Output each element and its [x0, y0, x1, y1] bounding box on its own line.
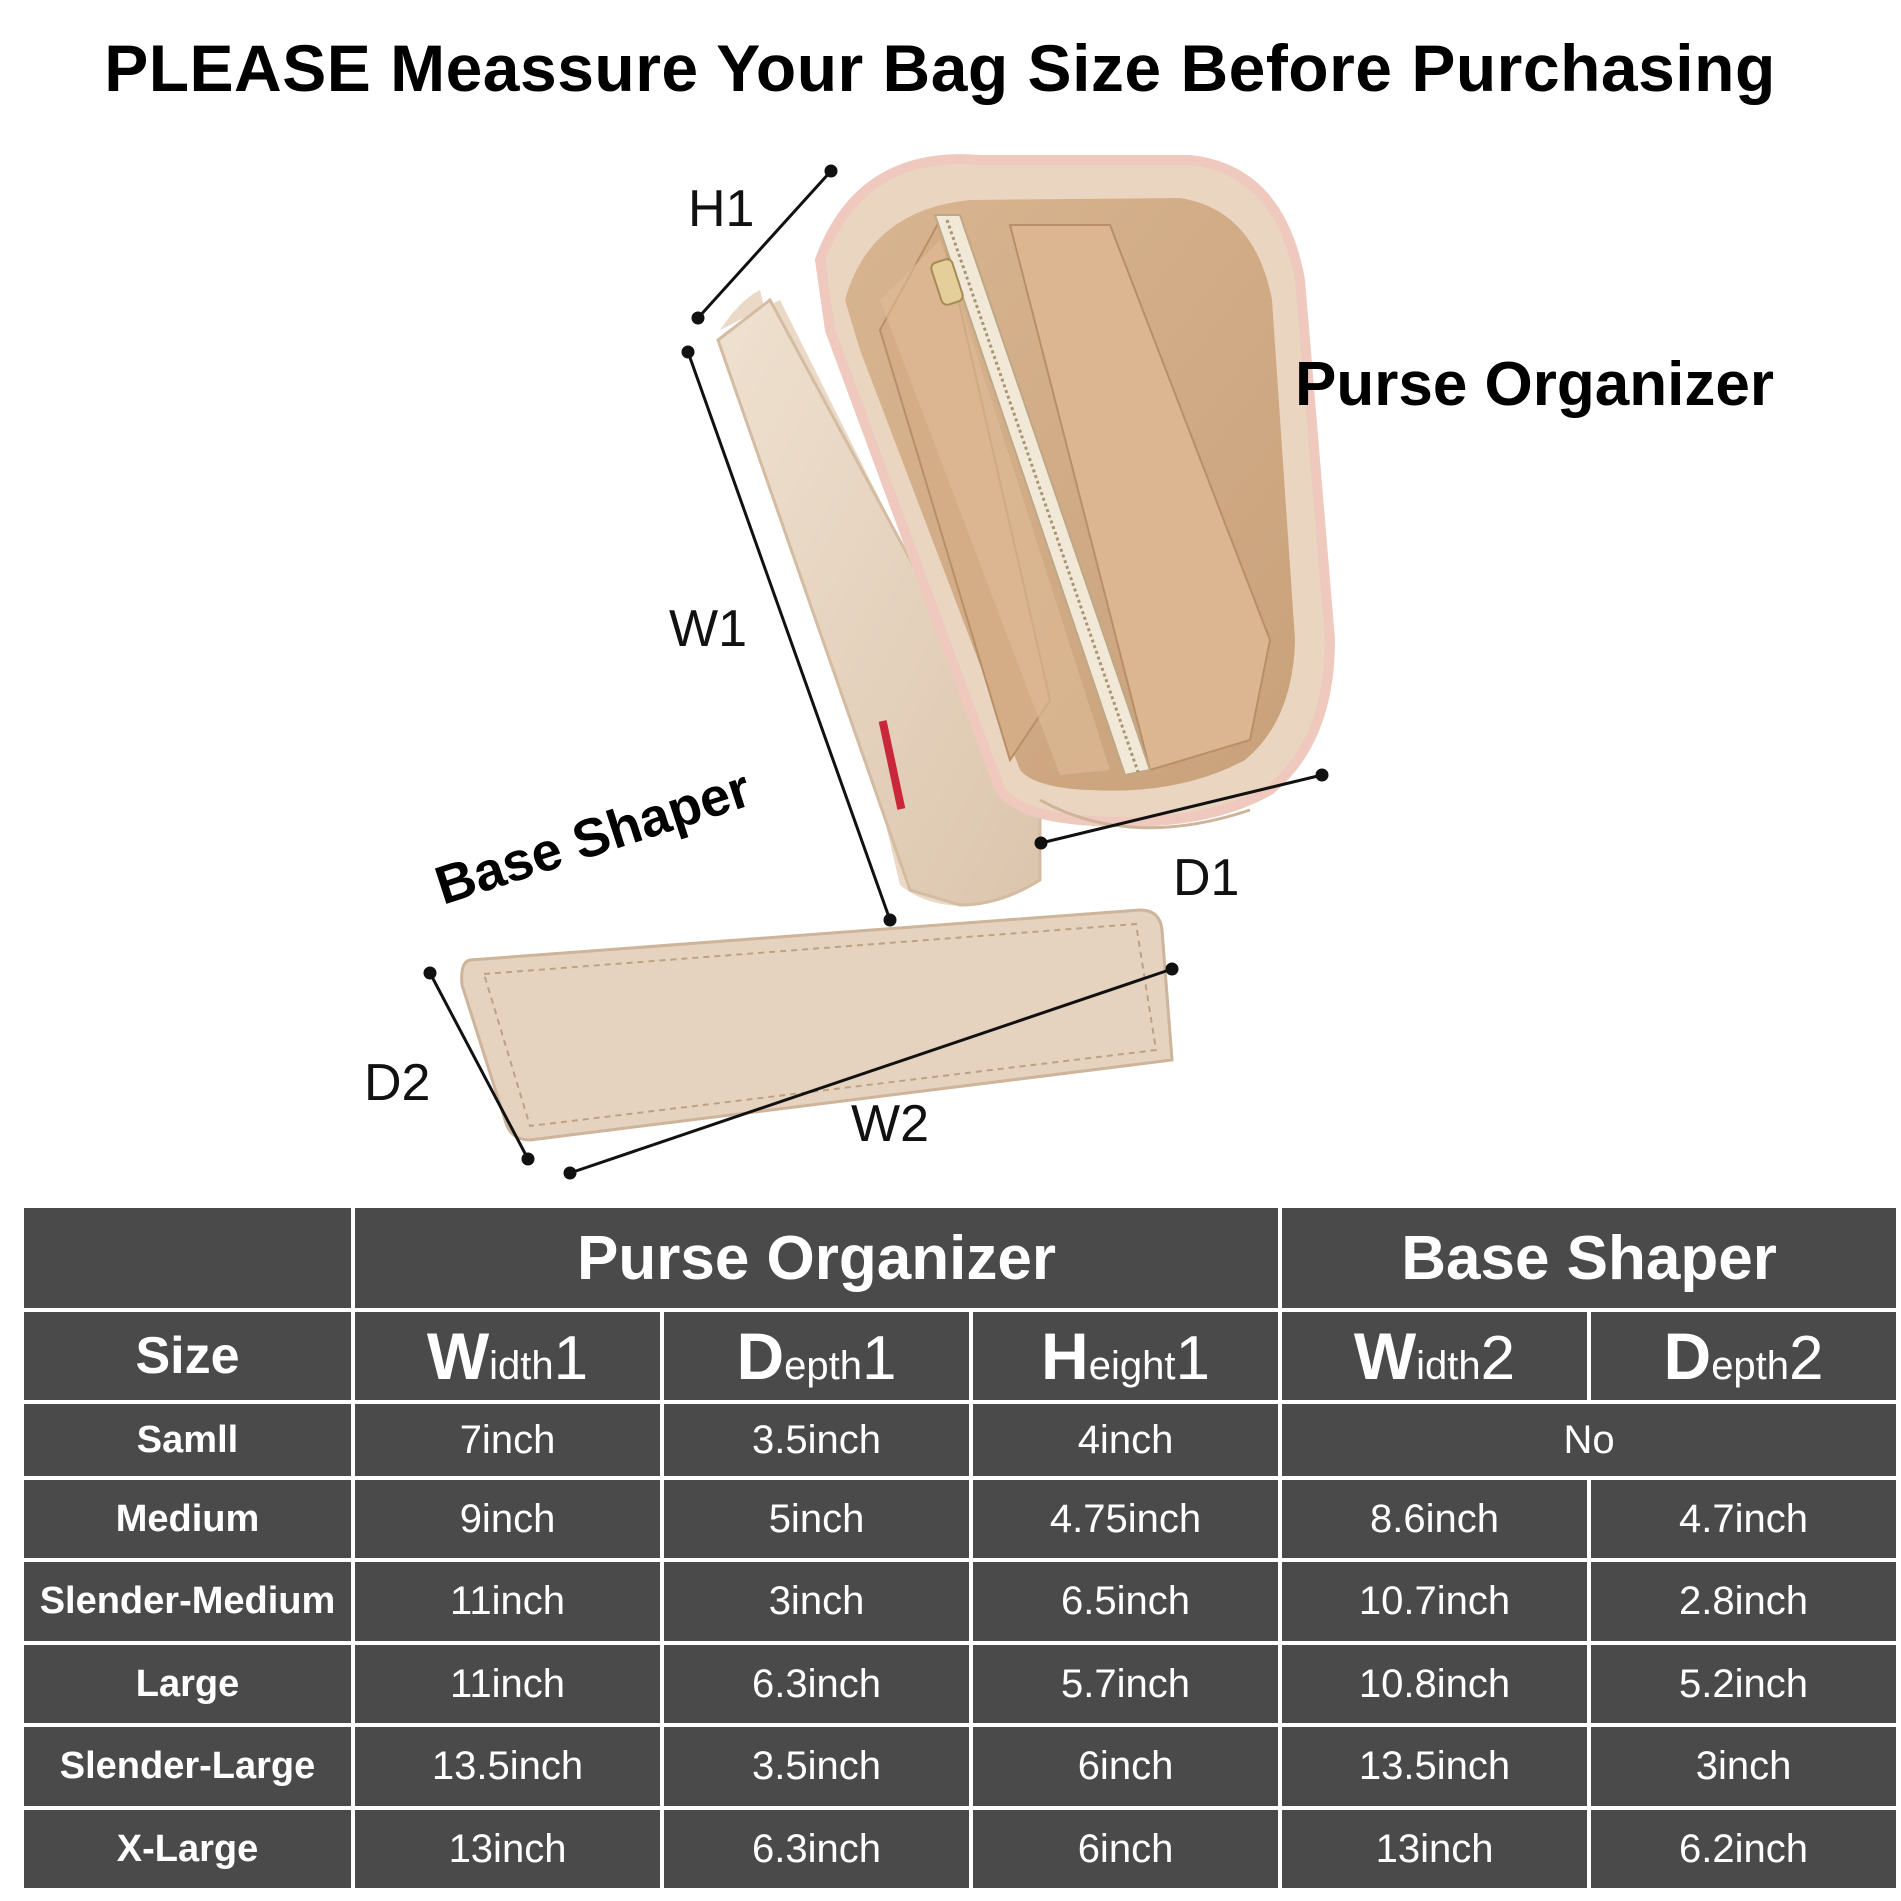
callout-base-shaper: Base Shaper	[428, 758, 758, 917]
dimension-label-d1: D1	[1173, 849, 1240, 907]
column-header-size: Size	[24, 1312, 351, 1400]
base-shaper-pad	[462, 910, 1172, 1140]
callout-purse-organizer: Purse Organizer	[1295, 350, 1774, 419]
column-header-depth2	[1591, 1312, 1896, 1400]
cell-width1: 13.5inch	[355, 1727, 660, 1806]
cell-width1: 11inch	[355, 1562, 660, 1641]
table-row	[24, 1480, 1896, 1558]
cell-depth1: 3.5inch	[664, 1727, 969, 1806]
column-header-width2	[1282, 1312, 1587, 1400]
column-header-number: 1	[862, 1324, 897, 1393]
row-size-label: Slender-Medium	[24, 1562, 351, 1641]
page-title: PLEASE Meassure Your Bag Size Before Purchasing	[104, 31, 1776, 105]
column-header-rest: epth	[784, 1344, 863, 1388]
table-row	[24, 1727, 1896, 1806]
row-size-label: Slender-Large	[24, 1727, 351, 1806]
cell-width2: 10.7inch	[1282, 1562, 1587, 1641]
column-header-initial: W	[426, 1319, 490, 1393]
table-row	[24, 1810, 1896, 1888]
column-header-number: 1	[1175, 1324, 1210, 1393]
cell-width1: 11inch	[355, 1645, 660, 1723]
cell-depth2: 2.8inch	[1591, 1562, 1896, 1641]
column-header-initial: W	[1353, 1319, 1417, 1393]
cell-depth2: 4.7inch	[1591, 1480, 1896, 1558]
cell-width1: 7inch	[355, 1404, 660, 1476]
column-header-number: 1	[553, 1324, 589, 1393]
dimension-label-d2: D2	[364, 1054, 431, 1112]
column-header-number: 2	[1789, 1324, 1824, 1393]
column-header-initial: D	[1663, 1319, 1712, 1393]
column-header-initial: D	[736, 1319, 785, 1393]
column-header-height1	[973, 1312, 1278, 1400]
cell-width1: 13inch	[355, 1810, 660, 1888]
dimension-label-w1: W1	[669, 600, 747, 658]
cell-depth2: 5.2inch	[1591, 1645, 1896, 1723]
group-header-base-shaper: Base Shaper	[1282, 1208, 1896, 1308]
dimension-label-w2: W2	[851, 1095, 929, 1153]
column-header-rest: epth	[1711, 1344, 1790, 1388]
cell-height1: 5.7inch	[973, 1645, 1278, 1723]
cell-width2: 13inch	[1282, 1810, 1587, 1888]
cell-width2: 10.8inch	[1282, 1645, 1587, 1723]
cell-depth1: 6.3inch	[664, 1810, 969, 1888]
cell-height1: 4.75inch	[973, 1480, 1278, 1558]
table-group-header-row	[24, 1208, 1896, 1308]
column-header-initial: H	[1041, 1319, 1089, 1393]
cell-width2: 13.5inch	[1282, 1727, 1587, 1806]
row-size-label: Samll	[24, 1404, 351, 1476]
dimension-label-h1: H1	[688, 180, 755, 238]
cell-depth2: 3inch	[1591, 1727, 1896, 1806]
cell-depth1: 3.5inch	[664, 1404, 969, 1476]
cell-base-shaper-none: No	[1282, 1404, 1896, 1476]
table-corner-cell	[24, 1208, 351, 1308]
cell-depth1: 3inch	[664, 1562, 969, 1641]
column-header-rest: idth	[489, 1344, 554, 1388]
cell-depth1: 6.3inch	[664, 1645, 969, 1723]
row-size-label: Medium	[24, 1480, 351, 1558]
cell-width2: 8.6inch	[1282, 1480, 1587, 1558]
row-size-label: Large	[24, 1645, 351, 1723]
cell-depth1: 5inch	[664, 1480, 969, 1558]
table-row	[24, 1645, 1896, 1723]
row-size-label: X-Large	[24, 1810, 351, 1888]
table-column-header-row	[24, 1312, 1896, 1400]
size-chart-table	[20, 1204, 1900, 1892]
column-header-number: 2	[1480, 1324, 1516, 1393]
cell-height1: 6.5inch	[973, 1562, 1278, 1641]
cell-height1: 6inch	[973, 1727, 1278, 1806]
cell-height1: 6inch	[973, 1810, 1278, 1888]
cell-height1: 4inch	[973, 1404, 1278, 1476]
column-header-rest: eight	[1088, 1344, 1176, 1388]
column-header-rest: idth	[1416, 1344, 1481, 1388]
table-row	[24, 1404, 1896, 1476]
cell-width1: 9inch	[355, 1480, 660, 1558]
table-row	[24, 1562, 1896, 1641]
column-header-width1	[355, 1312, 660, 1400]
group-header-purse-organizer: Purse Organizer	[355, 1208, 1278, 1308]
column-header-depth1	[664, 1312, 969, 1400]
cell-depth2: 6.2inch	[1591, 1810, 1896, 1888]
